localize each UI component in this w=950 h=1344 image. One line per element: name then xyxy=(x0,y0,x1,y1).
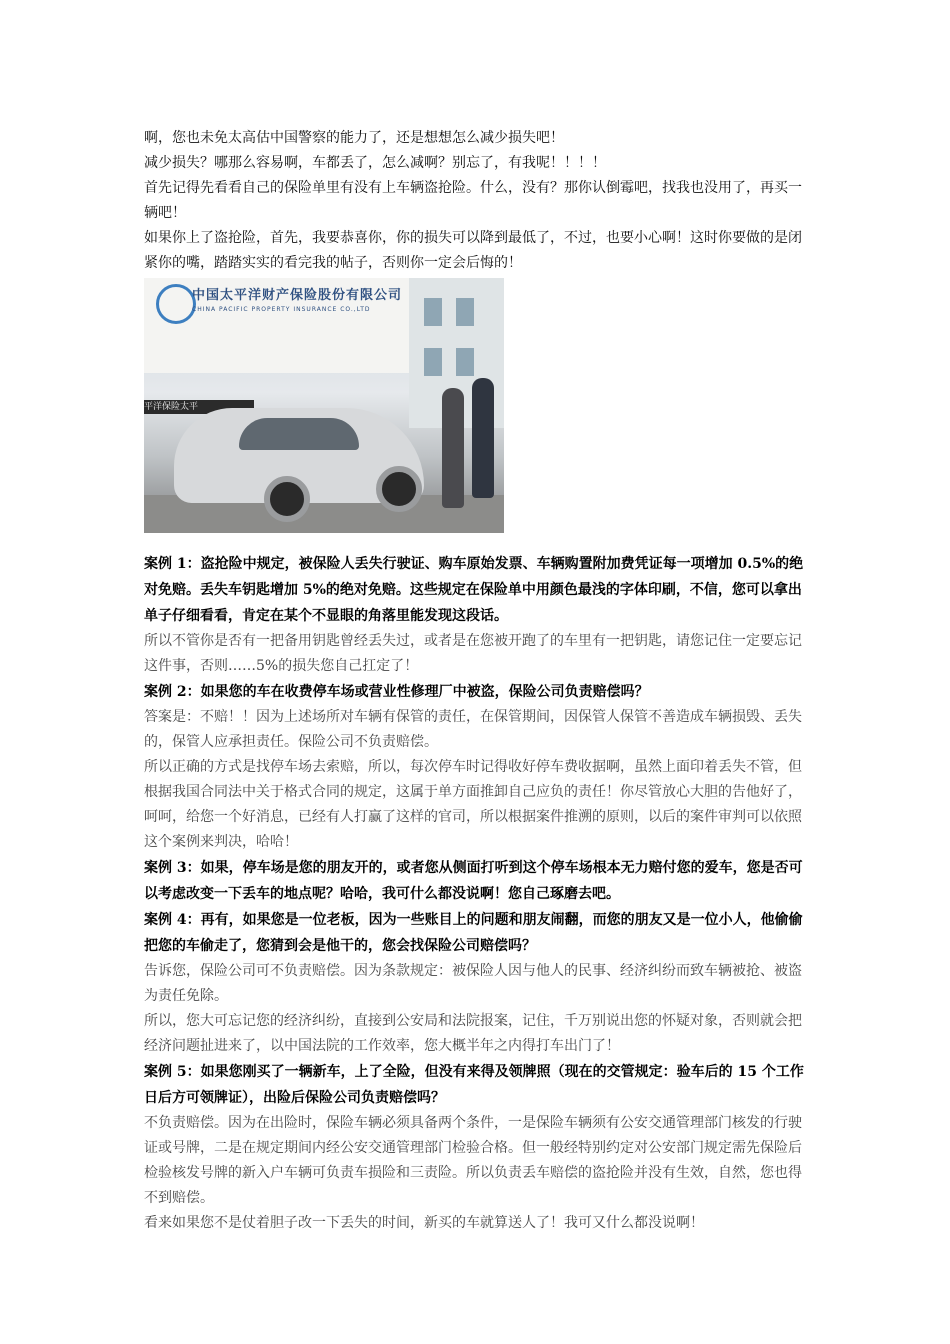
building-window xyxy=(424,348,442,376)
case-3-heading: 案例 3：如果，停车场是您的朋友开的，或者您从侧面打听到这个停车场根本无力赔付您的爱车，您是否可以考虑改变一下丢车的地点呢？哈哈，我可什么都没说啊！您自己琢磨去吧。 xyxy=(144,860,803,902)
storefront-band: 平洋保险太平 xyxy=(144,400,254,414)
paragraph: 所以不管你是否有一把备用钥匙曾经丢失过，或者是在您被开跑了的车里有一把钥匙，请您记住一定要忘记这件事，否则……5%的损失您自己扛定了！ xyxy=(144,633,802,674)
paragraph: 所以正确的方式是找停车场去索赔，所以，每次停车时记得收好停车费收据啊，虽然上面印着丢失不管，但根据我国合同法中关于格式合同的规定，这属于单方面推卸自己应负的责任！你尽管放心大胆的告他好了，呵呵，给您一个好消息，已经有人打赢了这样的官司，所以根据案件推溯的原则，以后的案件审判可以依照这个案例来判决，哈哈！ xyxy=(144,759,802,850)
car-windows xyxy=(239,418,359,450)
building-window xyxy=(456,348,474,376)
pedestrian xyxy=(442,388,464,508)
case-2-heading: 案例 2：如果您的车在收费停车场或营业性修理厂中被盗，保险公司负责赔偿吗？ xyxy=(144,684,649,700)
pedestrian xyxy=(472,378,494,498)
paragraph: 减少损失？哪那么容易啊，车都丢了，怎么减啊？别忘了，有我呢！！！！ xyxy=(144,155,606,171)
paragraph: 看来如果您不是仗着胆子改一下丢失的时间，新买的车就算送人了！我可又什么都没说啊！ xyxy=(144,1215,704,1231)
paragraph: 如果你上了盗抢险，首先，我要恭喜你，你的损失可以降到最低了，不过，也要小心啊！这时你要做的是闭紧你的嘴，踏踏实实的看完我的帖子，否则你一定会后悔的！ xyxy=(144,230,802,271)
case-4-heading: 案例 4：再有，如果您是一位老板，因为一些账目上的问题和朋友闹翻，而您的朋友又是一位小人，他偷偷把您的车偷走了，您猜到会是他干的，您会找保险公司赔偿吗？ xyxy=(144,912,803,954)
company-logo-icon xyxy=(156,284,196,324)
paragraph: 答案是：不赔！！因为上述场所对车辆有保管的责任，在保管期间，因保管人保管不善造成车辆损毁、丢失的，保管人应承担责任。保险公司不负责赔偿。 xyxy=(144,709,802,750)
paragraph: 首先记得先看看自己的保险单里有没有上车辆盗抢险。什么，没有？那你认倒霉吧，找我也没用了，再买一辆吧！ xyxy=(144,180,802,221)
paragraph: 告诉您，保险公司可不负责赔偿。因为条款规定：被保险人因与他人的民事、经济纠纷而致车辆被抢、被盗为责任免除。 xyxy=(144,963,802,1004)
document-page xyxy=(144,126,810,1236)
case-5-heading: 案例 5：如果您刚买了一辆新车，上了全险，但没有来得及领牌照（现在的交管规定：验车后的 15 个工作日后方可领牌证），出险后保险公司负责赔偿吗？ xyxy=(144,1064,804,1106)
sign-text: 中国太平洋财产保险股份有限公司 xyxy=(192,288,403,303)
case-1-heading: 案例 1：盗抢险中规定，被保险人丢失行驶证、购车原始发票、车辆购置附加费凭证每一项增加 0.5%的绝对免赔。丢失车钥匙增加 5%的绝对免赔。这些规定在保险单中用颜色最浅的字体印刷，不信，您可以拿出单子仔细看看，肯定在某个不显眼的角落里能发现这段话。 xyxy=(144,556,804,624)
paragraph: 所以，您大可忘记您的经济纠纷，直接到公安局和法院报案，记住，千万别说出您的怀疑对象，否则就会把经济问题扯进来了，以中国法院的工作效率，您大概半年之内得打车出门了！ xyxy=(144,1013,802,1054)
sign-subtext: CHINA PACIFIC PROPERTY INSURANCE CO.,LTD xyxy=(192,306,371,313)
building-window xyxy=(424,298,442,326)
insurance-office-photo xyxy=(144,278,504,533)
car-wheel xyxy=(264,476,310,522)
company-sign xyxy=(144,278,409,373)
paragraph: 啊，您也未免太高估中国警察的能力了，还是想想怎么减少损失吧！ xyxy=(144,130,564,146)
building-window xyxy=(456,298,474,326)
paragraph: 不负责赔偿。因为在出险时，保险车辆必须具备两个条件，一是保险车辆须有公安交通管理部门核发的行驶证或号牌，二是在规定期间内经公安交通管理部门检验合格。但一般经特别约定对公安部门规定需先保险后检验核发号牌的新入户车辆可负责车损险和三责险。所以负责丢车赔偿的盗抢险并没有生效，自然，您也得不到赔偿。 xyxy=(144,1115,802,1206)
car-wheel xyxy=(376,466,422,512)
